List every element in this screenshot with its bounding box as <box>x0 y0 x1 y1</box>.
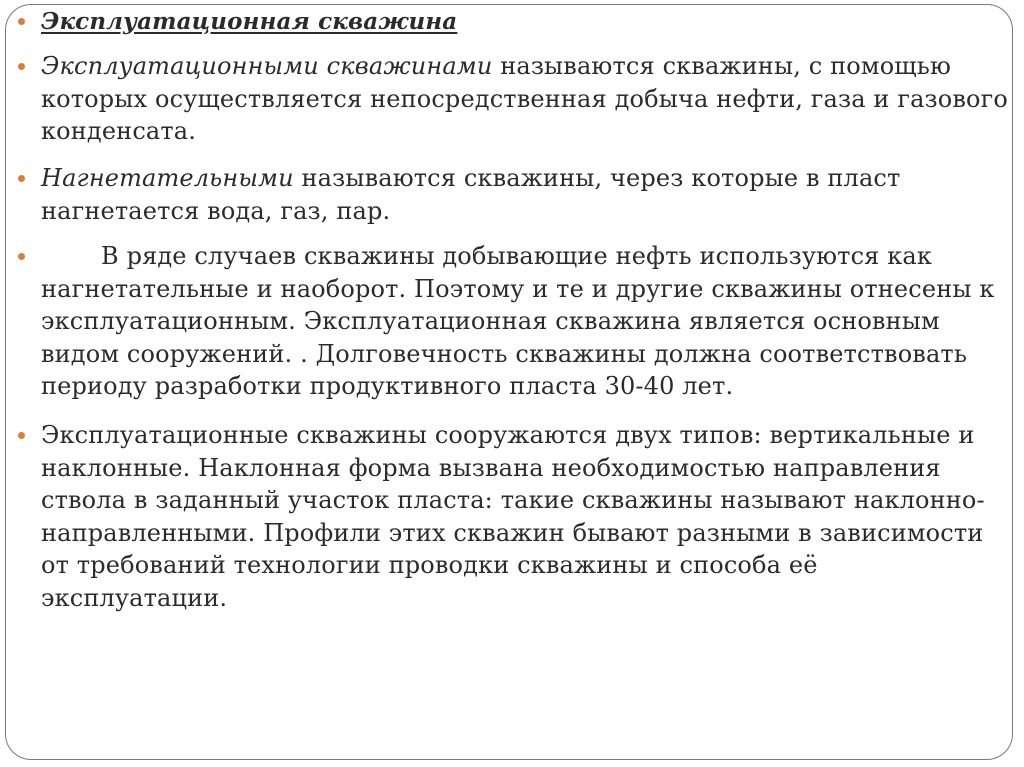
term-production-wells: Эксплуатационными скважинами <box>41 52 493 80</box>
list-item-heading <box>18 6 457 37</box>
term-injection-wells: Нагнетательными <box>41 164 294 192</box>
list-item-production-wells <box>18 50 1008 148</box>
slide-heading: Эксплуатационная скважина <box>41 8 458 35</box>
bullet-dot-icon <box>18 432 25 439</box>
list-item-injection-wells <box>18 162 1008 227</box>
paragraph-text: В ряде случаев скважины добывающие нефть используются как нагнетательные и наоборот. Поэтому и те и другие скважины отнесены к эксплуатационным. Эксплуатационная скважина является основным видом сооружений. . Долговечность скважины должна соответствовать периоду разработки продуктивного пласта 30-40 лет. <box>41 242 995 400</box>
paragraph-text: называются скважины, через которые в пласт нагнетается вода, газ, пар. <box>41 164 901 225</box>
bullet-dot-icon <box>18 253 25 260</box>
bullet-dot-icon <box>18 18 25 25</box>
bullet-dot-icon <box>18 63 25 70</box>
paragraph-text: называются скважины, с помощью которых осуществляется непосредственная добыча нефти, газа и газового конденсата. <box>41 52 1008 145</box>
paragraph-text: Эксплуатационные скважины сооружаются двух типов: вертикальные и наклонные. Наклонная форма вызвана необходимостью направления ствола в заданный участок пласта: такие скважины называют наклонно-направленными. Профили этих скважин бывают разными в зависимости от требований технологии проводки скважины и способа её эксплуатации. <box>41 421 985 612</box>
list-item-usage-note <box>18 240 1008 403</box>
list-item-well-types <box>18 419 1008 614</box>
bullet-dot-icon <box>18 175 25 182</box>
